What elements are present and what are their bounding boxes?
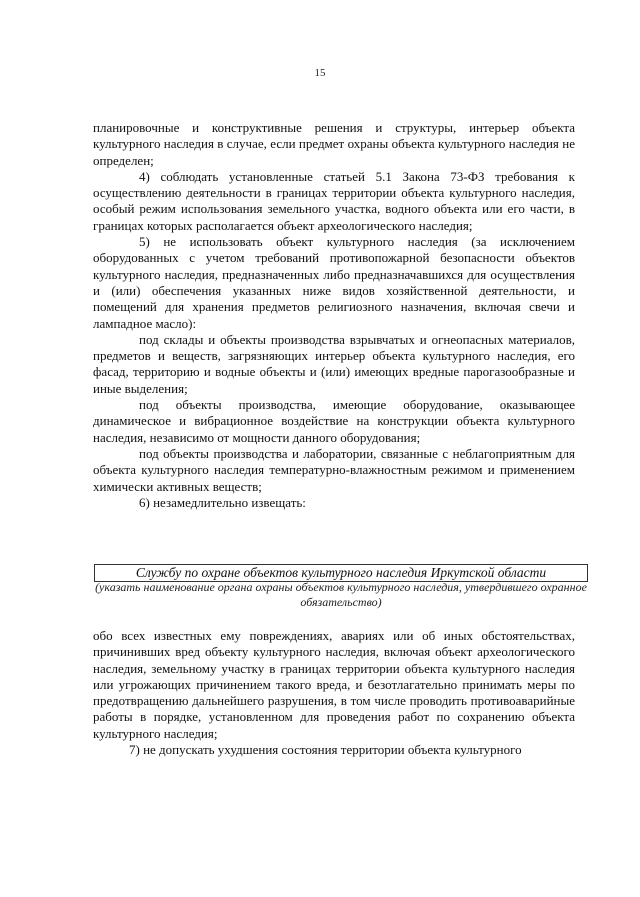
text-block-upper [93,120,575,511]
authority-caption: (указать наименование органа охраны объектов культурного наследия, утвердившего охранное обязательство) [95,580,587,609]
paragraph-item-5: 5) не использовать объект культурного наследия (за исключением оборудованных с учетом требований противопожарной безопасности объектов культурного наследия, предназначенных либо предназначавшихся для осуществления и (или) обеспечения указанных ниже видов хозяйственной деятельности, и помещений для хранения предметов религиозного назначения, включая свечи и лампадное масло): [93,234,575,331]
paragraph-item-7: 7) не допускать ухудшения состояния территории объекта культурного [129,742,522,758]
paragraph-laboratories: под объекты производства и лаборатории, связанные с неблагоприятным для объекта культурного наследия температурно-влажностным режимом и применением химически активных веществ; [93,445,575,494]
paragraph-item-6: 6) незамедлительно извещать: [139,494,306,510]
paragraph: планировочные и конструктивные решения и структуры, интерьер объекта культурного наследия в случае, если предмет охраны объекта культурного наследия не определен; [93,120,575,168]
paragraph-warehouses: под склады и объекты производства взрывчатых и огнеопасных материалов, предметов и веществ, загрязняющих интерьер объекта культурного наследия, его фасад, территорию и водные объекты и (или) имеющих вредные парогазообразные и иные выделения; [93,331,575,396]
authority-name-box: Службу по охране объектов культурного наследия Иркутской области [94,564,588,582]
paragraph-notify: обо всех известных ему повреждениях, авариях или об иных обстоятельствах, причинивших вред объекту культурного наследия, включая объект археологического наследия, земельному участку в границах территории объекта культурного наследия или угрожающих причинением такого вреда, и безотлагательно принимать меры по предотвращению дальнейшего разрушения, в том числе проводить противоаварийные работы в порядке, установленном для проведения работ по сохранению объекта культурного наследия; [93,628,575,741]
page-number: 15 [314,67,326,79]
paragraph-production: под объекты производства, имеющие оборудование, оказывающее динамическое и вибрационное воздействие на конструкции объекта культурного наследия, независимо от мощности данного оборудования; [93,397,575,445]
paragraph-item-4: 4) соблюдать установленные статьей 5.1 Закона 73-ФЗ требования к осуществлению деятельности в границах территории объекта культурного наследия, особый режим использования земельного участка, водного объекта или его части, в границах которых располагается объект археологического наследия; [93,168,575,233]
text-block-lower [93,628,575,758]
